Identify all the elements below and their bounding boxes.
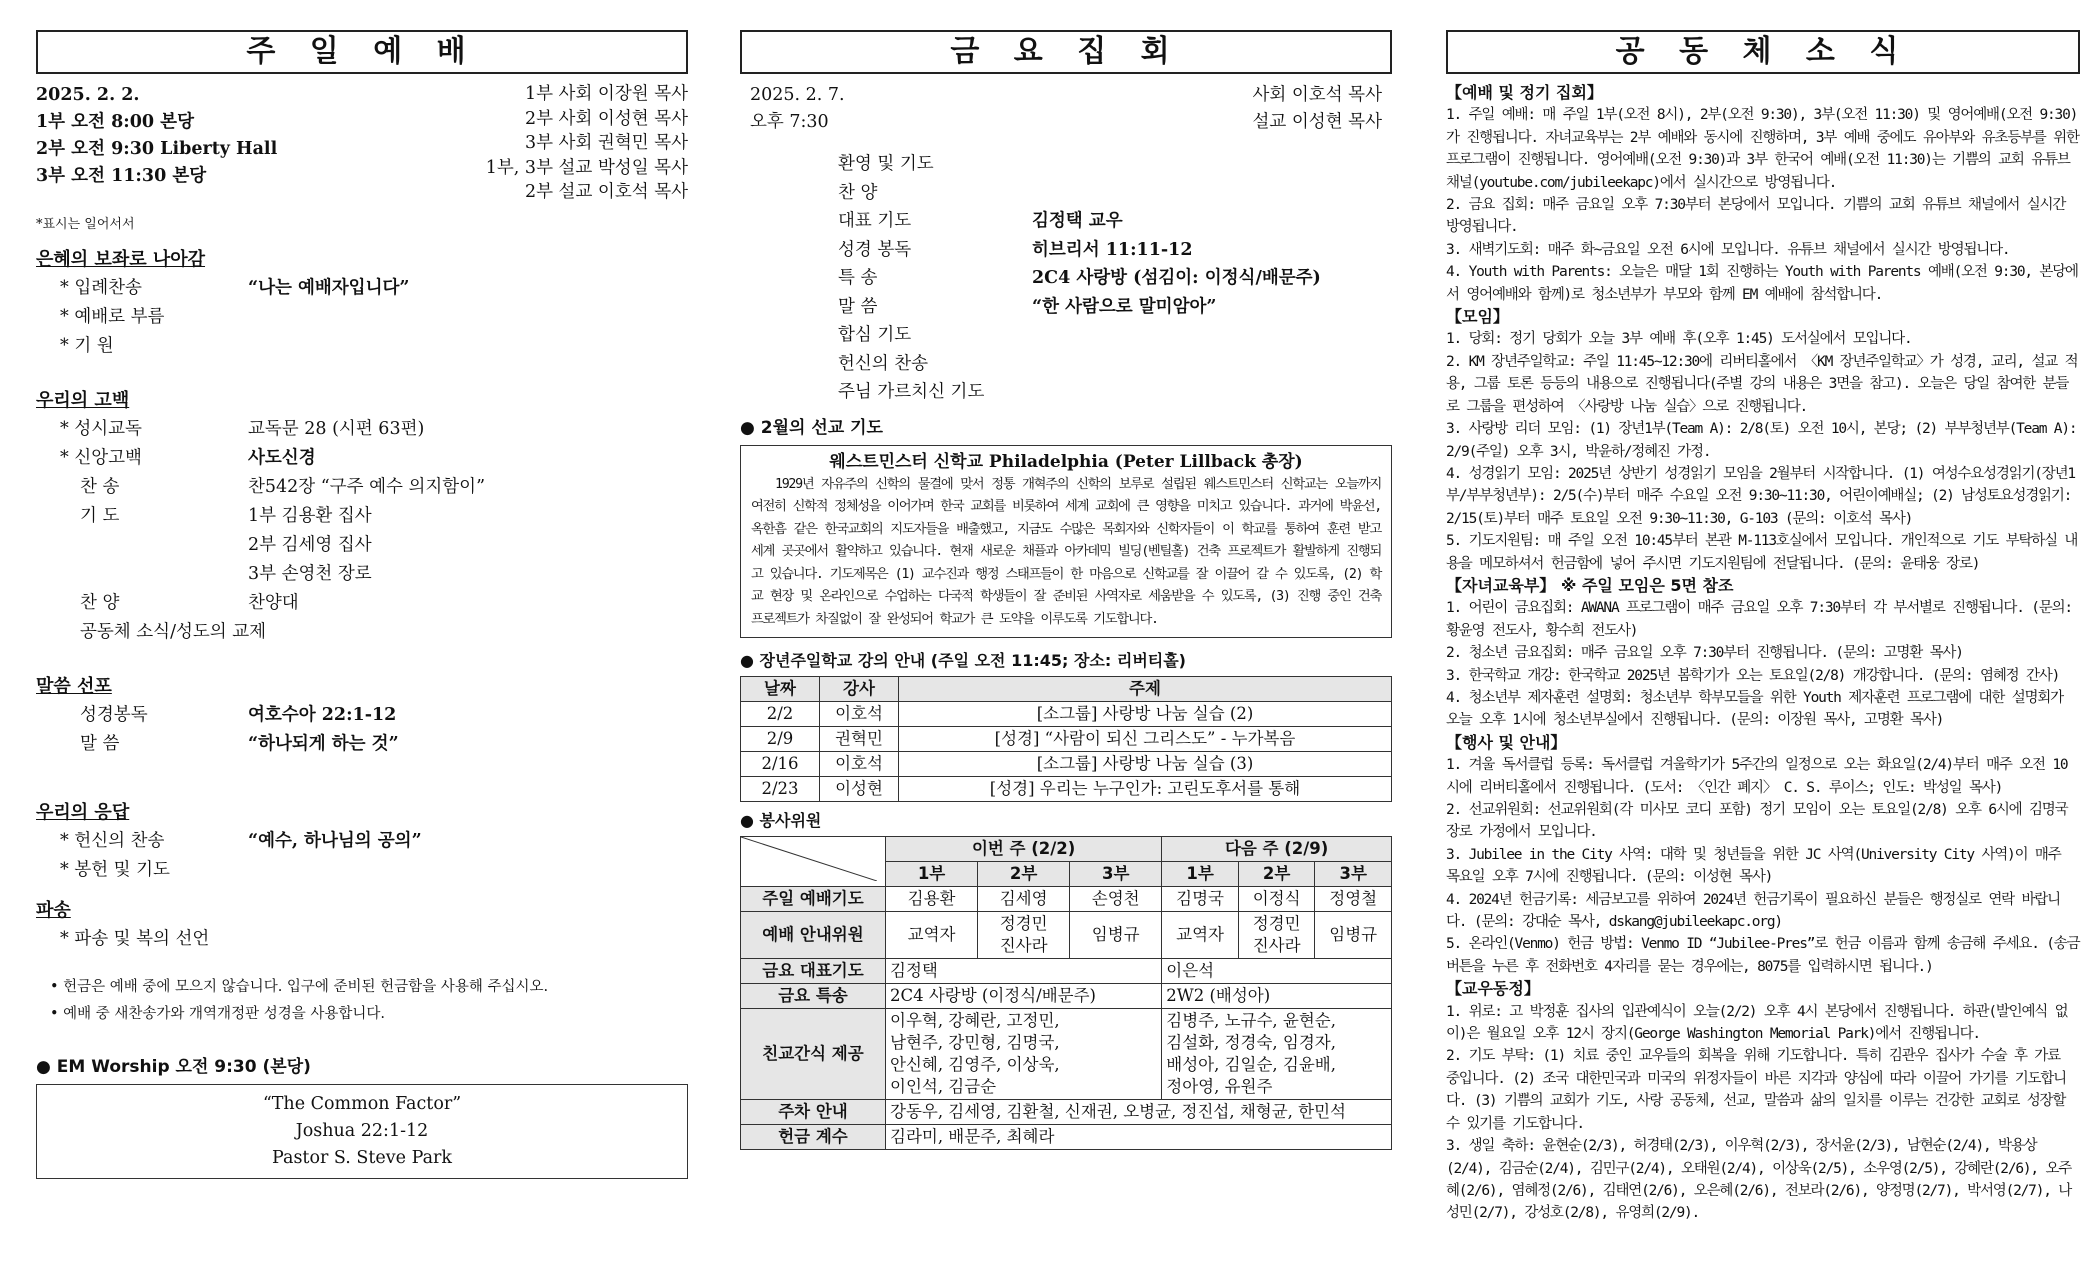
news-item: 1. 어린이 금요집회: AWANA 프로그램이 매주 금요일 오후 7:30부터 각 부서별로 진행됩니다. (문의: 황윤영 전도사, 황수희 전도사) <box>1446 600 2072 639</box>
news-item: 2. 기도 부탁: (1) 치료 중인 교우들의 회복을 위해 기도합니다. 특히 김관우 집사가 수술 후 가료 중입니다. (2) 조국 대한민국과 미국의 위정자들이 바른 지각과 양심에 따라 이끌어 가기를 기도합니다. (3) 기쁨의 교회가 기도, 사랑 공동체, 선교, 말씀과 삶의 일치를 이루는 건강한 교회로 성장할 수 있기를 기도합니다. <box>1446 1048 2066 1132</box>
table-row: 금요 대표기도 김정택 이은석 <box>741 959 1392 984</box>
service-3: 3부 오전 11:30 본당 <box>36 166 207 186</box>
order-item: 3부 손영천 장로 <box>248 563 372 584</box>
volunteer-heading: ● 봉사위원 <box>740 811 822 830</box>
mission-body: 1929년 자유주의 신학의 물결에 맞서 정통 개혁주의 신학의 보루로 설립된 웨스트민스터 신학교는 오늘까지 여전히 신학적 정체성을 이어가며 한국 교회를 비롯하여 세계 교회에 큰 영향을 미치고 있습니다. 과거에 박윤선, 옥한흠 같은 한국교회의 지도자들을 배출했고, 지금도 수많은 목회자와 신학자들이 이 학교를 통하여 훈련 받고 세계 곳곳에서 활약하고 있습니다. 현재 새로운 채플과 아카데믹 빌딩(벤틸홀) 건축 프로젝트가 활발하게 진행되고 있습니다. 기도제목은 (1) 교수진과 행정 스태프들이 한 마음으로 신학교를 잘 이끌어 갈 수 있도록, (2) 학교 현장 및 온라인으로 수업하는 다국적 학생들이 잘 준비된 사역자로 세움받을 수 있도록, (3) 진행 중인 건축 프로젝트가 차질없이 잘 완성되어 학교가 큰 도약을 이루도록 기도합니다. <box>751 476 1381 627</box>
order-item: * 성시교독 교독문 28 (시편 63편) <box>60 418 425 439</box>
friday-date: 2025. 2. 7. <box>750 85 845 105</box>
order-item: 기 도 1부 김용환 집사 <box>80 505 372 526</box>
news-item: 3. 생일 축하: 윤현순(2/3), 허경태(2/3), 이우혁(2/3), 장서윤(2/3), 남현순(2/4), 박용상(2/4), 김금순(2/4), 김민구(2/4), 오태원(2/4), 이상욱(2/5), 소우영(2/5), 강혜란(2/6), 오주혜(2/6), 염혜정(2/6), 김태연(2/6), 오은혜(2/6), 전보라(2/6), 양정명(2/7), 박서영(2/7), 나성민(2/7), 강성호(2/8), 유영희(2/9). <box>1446 1138 2072 1222</box>
note-offering: • 헌금은 예배 중에 모으지 않습니다. 입구에 준비된 헌금함을 사용해 주십시오. <box>50 978 549 995</box>
friday-info <box>740 82 1392 136</box>
section-confession: 우리의 고백 <box>36 389 130 411</box>
mission-heading: ● 2월의 선교 기도 <box>740 417 883 438</box>
order-item: 찬 양 찬양대 <box>80 592 299 613</box>
news-item: 3. 한국학교 개강: 한국학교 2025년 봄학기가 오는 토요일(2/8) 개강합니다. (문의: 염혜정 간사) <box>1446 667 2060 684</box>
news-item: 2. 청소년 금요집회: 매주 금요일 오후 7:30부터 진행됩니다. (문의: 고명환 목사) <box>1446 645 1963 662</box>
news-item: 3. Jubilee in the City 사역: 대학 및 청년들을 위한 JC 사역(University City 사역)이 매주 목요일 오후 7시에 진행됩니다. (문의: 이성현 목사) <box>1446 846 2061 886</box>
order-item: * 예배로 부름 <box>60 306 165 327</box>
mission-title: 웨스트민스터 신학교 Philadelphia (Peter Lillback 총장) <box>829 451 1303 472</box>
this-week-header: 이번 주 (2/2) <box>886 837 1162 862</box>
leader-2: 2부 사회 이성현 목사 <box>524 108 688 129</box>
news-item: 2. 선교위원회: 선교위원회(각 미사모 코디 포함) 정기 모임이 오는 토요일(2/8) 오후 6시에 김명국 장로 가정에서 모입니다. <box>1446 802 2068 841</box>
order-item: 공동체 소식/성도의 교제 <box>80 621 267 642</box>
news-worship: 【예배 및 정기 집회】 1. 주일 예배: 매 주일 1부(오전 8시), 2부(오전 9:30), 3부(오전 11:30) 및 영어예배(오전 9:30)가 진행됩니다. 자녀교육부는 2부 예배와 동시에 진행하며, 3부 예배 중에도 유아부와 유초등부를 위한 프로그램이 진행됩니다. 영어예배(오전 9:30)과 3부 한국어 예배(오전 11:30)는 기쁨의 교회 유튜브 채널(youtube.com/jubileekapc)에서 실시간으로 방영됩니다. 2. 금요 집회: 매주 금요일 오후 7:30부터 본당에서 모입니다. 기쁨의 교회 유튜브 채널에서 실시간 방영됩니다. 3. 새벽기도회: 매주 화~금요일 오전 6시에 모입니다. 유튜브 채널에서 실시간 방영됩니다. 4. Youth with Parents: 오늘은 매달 1회 진행하는 Youth with Parents 예배(오전 9:30, 본당에서 영어예배와 함께)로 청소년부가 부모와 함께 EM 예배에 참석합니다. <box>1446 82 2080 306</box>
lecture-heading: ● 장년주일학교 강의 안내 (주일 오전 11:45; 장소: 리버티홀) <box>740 651 1186 670</box>
news-children: 【자녀교육부】 ※ 주일 모임은 5면 참조 1. 어린이 금요집회: AWANA 프로그램이 매주 금요일 오후 7:30부터 각 부서별로 진행됩니다. (문의: 황윤영 전도사, 황수희 전도사) 2. 청소년 금요집회: 매주 금요일 오후 7:30부터 진행됩니다. (문의: 고명환 목사) 3. 한국학교 개강: 한국학교 2025년 봄학기가 오는 토요일(2/8) 개강합니다. (문의: 염혜정 간사) 4. 청소년부 제자훈련 설명회: 청소년부 학부모들을 위한 Youth 제자훈련 프로그램에 대한 설명회가 오늘 오후 1시에 청소년부실에서 진행됩니다. (문의: 이장원 목사, 고명환 목사) <box>1446 575 2080 732</box>
order-item: 헌신의 찬송 <box>838 353 929 374</box>
news-item: 1. 주일 예배: 매 주일 1부(오전 8시), 2부(오전 9:30), 3부(오전 11:30) 및 영어예배(오전 9:30)가 진행됩니다. 자녀교육부는 2부 예배와 동시에 진행하며, 3부 예배 중에도 유아부와 유초등부를 위한 프로그램이 진행됩니다. 영어예배(오전 9:30)과 3부 한국어 예배(오전 11:30)는 기쁨의 교회 유튜브 채널(youtube.com/jubileekapc)에서 실시간으로 방영됩니다. <box>1446 107 2079 191</box>
mission-box <box>740 445 1392 639</box>
order-item: 성경 봉독 히브리서 11:11-12 <box>838 239 1193 260</box>
order-item: 특 송 2C4 사랑방 (섬김이: 이정식/배문주) <box>838 268 1321 288</box>
table-row: 2/16 이호석 [소그룹] 사랑방 나눔 실습 (3) <box>741 752 1392 777</box>
col-topic: 주제 <box>899 677 1392 702</box>
service-2: 2부 오전 9:30 Liberty Hall <box>36 139 278 159</box>
grace-list <box>36 274 688 361</box>
order-item: * 파송 및 복의 선언 <box>60 928 210 949</box>
order-item: * 기 원 <box>60 335 114 356</box>
news-meetings: 【모임】 1. 당회: 정기 당회가 오늘 3부 예배 후(오후 1:45) 도서실에서 모입니다. 2. KM 장년주일학교: 주일 11:45~12:30에 리버티홀에서 〈KM 장년주일학교〉가 성경, 교리, 설교 적용, 그룹 토론 등등의 내용으로 진행됩니다(주별 강의 내용은 3면을 참고). 오늘은 당일 참여한 분들로 그룹을 편성하여 〈사랑방 나눔 실습〉으로 진행됩니다. 3. 사랑방 리더 모임: (1) 장년1부(Team A): 2/8(토) 오전 10시, 본당; (2) 부부청년부(Team A): 2/9(주일) 오후 3시, 박윤하/정혜진 가정. 4. 성경읽기 모임: 2025년 상반기 성경읽기 모임을 2월부터 시작합니다. (1) 여성수요성경읽기(장년1부/부부청년부): 2/5(수)부터 매주 수요일 오전 9:30~11:30, 어린이예배실; (2) 남성토요성경읽기: 2/15(토)부터 매주 토요일 오전 9:30~11:30, G-103 (문의: 이호석 목사) 5. 기도지원팀: 매 주일 오전 10:45부터 본관 M-113호실에서 모입니다. 개인적으로 기도 부탁하실 내용을 메모하셔서 헌금함에 넣어 주시면 기도지원팀에 전달됩니다. (문의: 윤태웅 장로) <box>1446 306 2080 575</box>
friday-order <box>740 150 1392 407</box>
leader-5: 2부 설교 이호석 목사 <box>524 182 688 202</box>
section-sending: 파송 <box>36 899 71 921</box>
order-item: 말 씀 “하나되게 하는 것” <box>80 733 399 754</box>
worship-notes <box>36 974 688 1028</box>
leader-1: 1부 사회 이장원 목사 <box>524 84 688 104</box>
table-row: 2/23 이성현 [성경] 우리는 누구인가: 고린도후서를 통해 <box>741 777 1392 802</box>
table-header-row: 1부 2부 3부 1부 2부 3부 <box>741 862 1392 887</box>
news-item: 1. 겨울 독서클럽 등록: 독서클럽 겨울학기가 5주간의 일정으로 오는 화요일(2/4)부터 매주 오전 10시에 리버티홀에서 진행됩니다. (도서: 〈인간 폐지〉 C. S. 루이스; 인도: 박성일 목사) <box>1446 757 2068 796</box>
order-item: * 신앙고백 사도신경 <box>60 447 316 468</box>
news-item: 3. 새벽기도회: 매주 화~금요일 오전 6시에 모입니다. 유튜브 채널에서 실시간 방영됩니다. <box>1446 241 2010 258</box>
news-events: 【행사 및 안내】 1. 겨울 독서클럽 등록: 독서클럽 겨울학기가 5주간의 일정으로 오는 화요일(2/4)부터 매주 오전 10시에 리버티홀에서 진행됩니다. (도서: 〈인간 폐지〉 C. S. 루이스; 인도: 박성일 목사) 2. 선교위원회: 선교위원회(각 미사모 코디 포함) 정기 모임이 오는 토요일(2/8) 오후 6시에 김명국 장로 가정에서 모입니다. 3. Jubilee in the City 사역: 대학 및 청년들을 위한 JC 사역(University City 사역)이 매주 목요일 오후 7시에 진행됩니다. (문의: 이성현 목사) 4. 2024년 헌금기록: 세금보고를 위하여 2024년 헌금기록이 필요하신 분들은 행정실로 연락 바랍니다. (문의: 강대순 목사, dskang@jubileekapc.org) 5. 온라인(Venmo) 헌금 방법: Venmo ID “Jubilee-Pres”로 헌금 이름과 함께 송금해 주세요. (송금 버튼을 누른 후 전화번호 4자리를 묻는 경우에는, 8075를 입력하시면 됩니다.) <box>1446 732 2080 978</box>
em-preacher: Pastor S. Steve Park <box>272 1147 452 1168</box>
news-item: 2. 금요 집회: 매주 금요일 오후 7:30부터 본당에서 모입니다. 기쁨의 교회 유튜브 채널에서 실시간 방영됩니다. <box>1446 197 2066 236</box>
section-grace: 은혜의 보좌로 나아감 <box>36 248 206 270</box>
order-item: 성경봉독 여호수아 22:1-12 <box>80 704 397 725</box>
news-item: 4. Youth with Parents: 오늘은 매달 1회 진행하는 Youth with Parents 예배(오전 9:30, 본당에서 영어예배와 함께)로 청소년부가 부모와 함께 EM 예배에 참석합니다. <box>1446 264 2078 303</box>
news-item: 1. 위로: 고 박정훈 집사의 입관예식이 오늘(2/2) 오후 4시 본당에서 진행됩니다. 하관(발인예식 없이)은 월요일 오후 12시 장지(George Washington Memorial Park)에서 진행됩니다. <box>1446 1003 2068 1043</box>
word-list <box>36 701 688 759</box>
order-item: * 입례찬송 “나는 예배자입니다” <box>60 277 410 298</box>
order-item: 찬 양 <box>838 182 878 203</box>
em-heading: ● EM Worship 오전 9:30 (본당) <box>36 1056 311 1077</box>
table-header-row <box>741 837 1392 862</box>
table-header-row <box>741 677 1392 702</box>
news-title: 공 동 체 소 식 <box>1446 30 2080 74</box>
friday-title: 금 요 집 회 <box>740 30 1392 74</box>
order-item: 2부 김세영 집사 <box>248 534 372 555</box>
leader-4: 1부, 3부 설교 박성일 목사 <box>485 157 688 178</box>
friday-leader-1: 사회 이호석 목사 <box>1252 85 1382 105</box>
em-sermon-title: “The Common Factor” <box>262 1093 462 1114</box>
table-row: 예배 안내위원 교역자 정경민 진사라 임병규 교역자 정경민 진사라 임병규 <box>741 912 1392 959</box>
friday-leader-2: 설교 이성현 목사 <box>1252 112 1382 132</box>
standing-note: *표시는 일어서서 <box>36 216 135 232</box>
section-response: 우리의 응답 <box>36 801 130 823</box>
col-date: 날짜 <box>741 677 820 702</box>
order-item: 대표 기도 김정택 교우 <box>838 211 1123 231</box>
news-members: 【교우동정】 1. 위로: 고 박정훈 집사의 입관예식이 오늘(2/2) 오후 4시 본당에서 진행됩니다. 하관(발인예식 없이)은 월요일 오후 12시 장지(George Washington Memorial Park)에서 진행됩니다. 2. 기도 부탁: (1) 치료 중인 교우들의 회복을 위해 기도합니다. 특히 김관우 집사가 수술 후 가료 중입니다. (2) 조국 대한민국과 미국의 위정자들이 바른 지각과 양심에 따라 이끌어 가기를 기도합니다. (3) 기쁨의 교회가 기도, 사랑 공동체, 선교, 말씀과 삶의 일치를 이루는 건강한 교회로 성장할 수 있기를 기도합니다. 3. 생일 축하: 윤현순(2/3), 허경태(2/3), 이우혁(2/3), 장서윤(2/3), 남현순(2/4), 박용상(2/4), 김금순(2/4), 김민구(2/4), 오태원(2/4), 이상욱(2/5), 소우영(2/5), 강혜란(2/6), 오주혜(2/6), 염혜정(2/6), 김태연(2/6), 오은혜(2/6), 전보라(2/6), 양정명(2/7), 박서영(2/7), 나성민(2/7), 강성호(2/8), 유영희(2/9). <box>1446 978 2080 1224</box>
confession-list <box>36 415 688 647</box>
note-bible: • 예배 중 새찬송가와 개역개정판 성경을 사용합니다. <box>50 1005 385 1022</box>
corner-cell <box>741 837 886 887</box>
news-item: 4. 2024년 헌금기록: 세금보고를 위하여 2024년 헌금기록이 필요하신 분들은 행정실로 연락 바랍니다. (문의: 강대순 목사, dskang@jubileekapc.org) <box>1446 891 2060 931</box>
news-item: 5. 온라인(Venmo) 헌금 방법: Venmo ID “Jubilee-Pres”로 헌금 이름과 함께 송금해 주세요. (송금 버튼을 누른 후 전화번호 4자리를 묻는 경우에는, 8075를 입력하시면 됩니다.) <box>1446 936 2080 975</box>
table-row: 친교간식 제공 이우혁, 강혜란, 고정민, 남현주, 강민형, 김명국, 안신혜, 김영주, 이상욱, 이인석, 김금순 김병주, 노규수, 윤현순, 김설화, 정경숙, 임경자, 배성아, 김일순, 김윤배, 정아영, 유원주 <box>741 1009 1392 1100</box>
response-list <box>36 827 688 885</box>
service-1: 1부 오전 8:00 본당 <box>36 112 194 132</box>
news-item: 3. 사랑방 리더 모임: (1) 장년1부(Team A): 2/8(토) 오전 10시, 본당; (2) 부부청년부(Team A): 2/9(주일) 오후 3시, 박윤하/정혜진 가정. <box>1446 421 2077 460</box>
order-item: * 봉헌 및 기도 <box>60 859 170 880</box>
news-item: 2. KM 장년주일학교: 주일 11:45~12:30에 리버티홀에서 〈KM 장년주일학교〉가 성경, 교리, 설교 적용, 그룹 토론 등등의 내용으로 진행됩니다(주별 강의 내용은 3면을 참고). 오늘은 당일 참여한 분들로 그룹을 편성하여 〈사랑방 나눔 실습〉으로 진행됩니다. <box>1446 353 2078 415</box>
table-row: 금요 특송 2C4 사랑방 (이정식/배문주) 2W2 (배성아) <box>741 984 1392 1009</box>
volunteer-table <box>740 836 1392 1150</box>
em-scripture: Joshua 22:1-12 <box>295 1120 429 1141</box>
table-row: 주일 예배기도 김용환 김세영 손영천 김명국 이정식 정영철 <box>741 887 1392 912</box>
table-row: 2/9 권혁민 [성경] “사람이 되신 그리스도” - 누가복음 <box>741 727 1392 752</box>
order-item: 합심 기도 <box>838 325 912 345</box>
lecture-table <box>740 676 1392 802</box>
order-item: 말 씀 “한 사람으로 말미암아” <box>838 296 1217 317</box>
news-item: 4. 청소년부 제자훈련 설명회: 청소년부 학부모들을 위한 Youth 제자훈련 프로그램에 대한 설명회가 오늘 오후 1시에 청소년부실에서 진행됩니다. (문의: 이장원 목사, 고명환 목사) <box>1446 689 2063 729</box>
news-item: 1. 당회: 정기 당회가 오늘 3부 예배 후(오후 1:45) 도서실에서 모입니다. <box>1446 331 1912 348</box>
news-column <box>1446 30 2080 1225</box>
sunday-title: 주 일 예 배 <box>36 30 688 74</box>
table-row: 2/2 이호석 [소그룹] 사랑방 나눔 실습 (2) <box>741 702 1392 727</box>
order-item: 환영 및 기도 <box>838 154 934 174</box>
sunday-info <box>36 82 688 205</box>
order-item: * 헌신의 찬송 “예수, 하나님의 공의” <box>60 830 422 851</box>
leader-3: 3부 사회 권혁민 목사 <box>524 133 688 153</box>
sunday-date: 2025. 2. 2. <box>36 85 140 105</box>
order-item: 주님 가르치신 기도 <box>838 382 985 402</box>
table-row: 헌금 계수 김라미, 배문주, 최혜라 <box>741 1125 1392 1150</box>
col-speaker: 강사 <box>820 677 899 702</box>
diagonal-line <box>741 837 877 881</box>
order-item: 찬 송 찬542장 “구주 예수 의지함이” <box>80 476 486 497</box>
table-row: 주차 안내 강동우, 김세영, 김환철, 신재권, 오병균, 정진섭, 채형균, 한민석 <box>741 1100 1392 1125</box>
sunday-column <box>36 30 688 1179</box>
section-word: 말씀 선포 <box>36 675 112 697</box>
next-week-header: 다음 주 (2/9) <box>1162 837 1392 862</box>
news-item: 5. 기도지원팀: 매 주일 오전 10:45부터 본관 M-113호실에서 모입니다. 개인적으로 기도 부탁하실 내용을 메모하셔서 헌금함에 넣어 주시면 기도지원팀에 전달됩니다. (문의: 윤태웅 장로) <box>1446 533 2078 572</box>
friday-time: 오후 7:30 <box>750 112 829 132</box>
news-item: 4. 성경읽기 모임: 2025년 상반기 성경읽기 모임을 2월부터 시작합니다. (1) 여성수요성경읽기(장년1부/부부청년부): 2/5(수)부터 매주 수요일 오전 9:30~11:30, 어린이예배실; (2) 남성토요성경읽기: 2/15(토)부터 매주 토요일 오전 9:30~11:30, G-103 (문의: 이호석 목사) <box>1446 465 2075 527</box>
friday-column <box>740 30 1392 1150</box>
em-box <box>36 1084 688 1179</box>
